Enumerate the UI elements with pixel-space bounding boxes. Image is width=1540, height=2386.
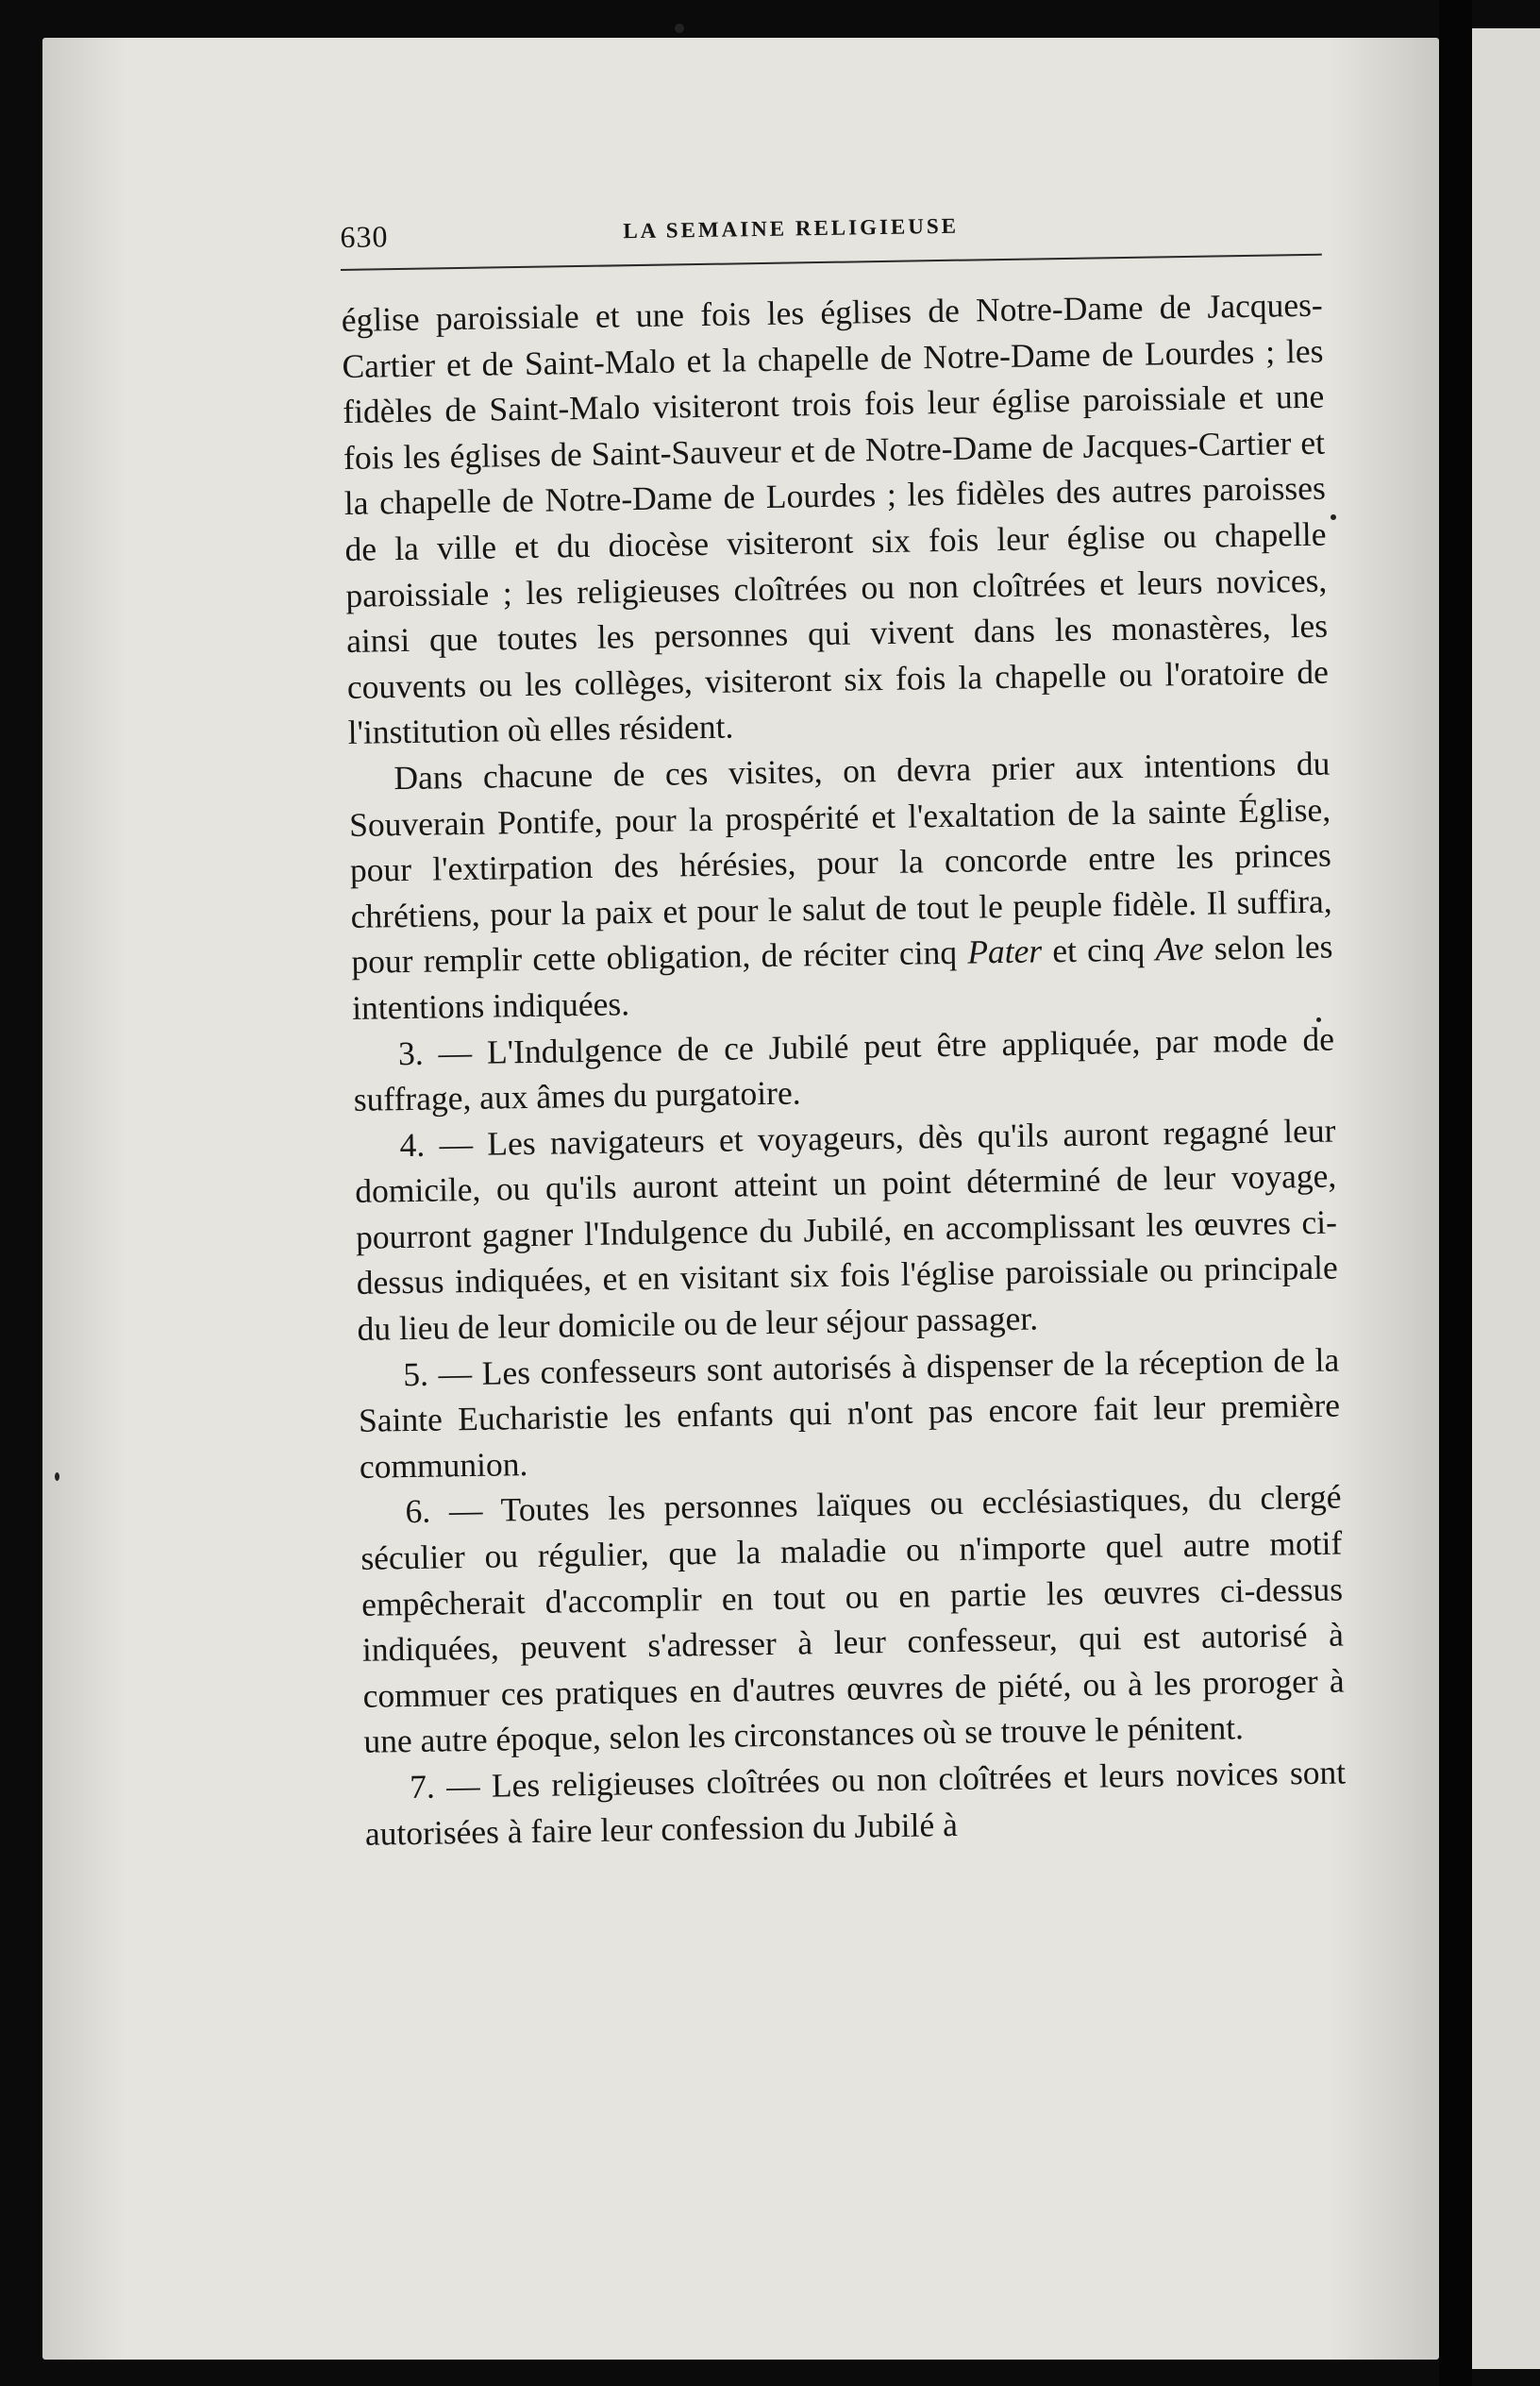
paragraph-visits-text: Dans chacune de ces visites, on devra prier aux intentions du Souverain Pontife, pour la prospérité et l'exaltation de la sainte Église, pour l'extirpation des hérésies, pour la concorde entre les princes chrétiens, pour la paix et pour le salut de tout le peuple fidèle. Il suffira, pour remplir cette obligation, de réciter cinq — [348, 744, 1332, 982]
dust-speck — [55, 1472, 59, 1481]
item-6: 6. — Toutes les personnes laïques ou ecclésiastiques, du clergé séculier ou régulier, que la maladie ou n'importe quel autre motif empêcherait d'accomplir en tout ou en partie les œuvres ci-dessus indiquées, peuvent s'adresser à leur confesseur, qui est autorisé à commuer ces pratiques en d'autres œuvres de piété, ou à les proroger à une autre époque, selon les circonstances où se trouve le pénitent. — [360, 1477, 1345, 1761]
paragraph-visits-mid: et cinq — [1041, 930, 1156, 970]
film-gutter — [1439, 0, 1472, 2386]
body-text — [341, 282, 1347, 1857]
pater-italic: Pater — [966, 932, 1043, 971]
page-number: 630 — [340, 219, 389, 254]
page-content — [340, 197, 1347, 1857]
paragraph-visits-end: selon les intentions indiquées. — [351, 927, 1333, 1027]
item-5: 5. — Les confesseurs sont autorisés à dispenser de la réception de la Sainte Eucharistie les enfants qui n'ont pas encore fait leur première communion. — [358, 1340, 1341, 1486]
adjacent-page-edge — [1472, 28, 1540, 2369]
ave-italic: Ave — [1155, 930, 1204, 968]
item-3: 3. — L'Indulgence de ce Jubilé peut être appliquée, par mode de suffrage, aux âmes du purgatoire. — [353, 1019, 1335, 1118]
dust-speck — [1331, 514, 1336, 520]
running-title: LA SEMAINE RELIGIEUSE — [623, 213, 960, 244]
paragraph-continuation: église paroissiale et une fois les églises de Notre-Dame de Jacques-Cartier et de Saint-Malo et la chapelle de Notre-Dame de Lourdes ; les fidèles de Saint-Malo visiteront trois fois leur église paroissiale et une fois les églises de Saint-Sauveur et de Notre-Dame de Jacques-Cartier et la chapelle de Notre-Dame de Lourdes ; les fidèles des autres paroisses de la ville et du diocèse visiteront six fois leur église ou chapelle paroissiale ; les religieuses cloîtrées ou non cloîtrées et leurs novices, ainsi que toutes les personnes qui vivent dans les monastères, les couvents ou les collèges, visiteront six fois la chapelle ou l'oratoire de l'institution où elles résident. — [341, 285, 1330, 752]
dust-speck — [675, 24, 684, 33]
paragraph-visits — [348, 741, 1333, 1032]
item-4: 4. — Les navigateurs et voyageurs, dès qu'ils auront regagné leur domicile, ou qu'ils auront atteint un point déterminé de leur voyage, pourront gagner l'Indulgence du Jubilé, en accomplissant les œuvres ci-dessus indiquées, et en visitant six fois l'église paroissiale ou principale du lieu de leur domicile ou de leur séjour passager. — [354, 1111, 1339, 1348]
item-7: 7. — Les religieuses cloîtrées ou non cloîtrées et leurs novices sont autorisées à faire leur confession du Jubilé à — [364, 1753, 1347, 1853]
